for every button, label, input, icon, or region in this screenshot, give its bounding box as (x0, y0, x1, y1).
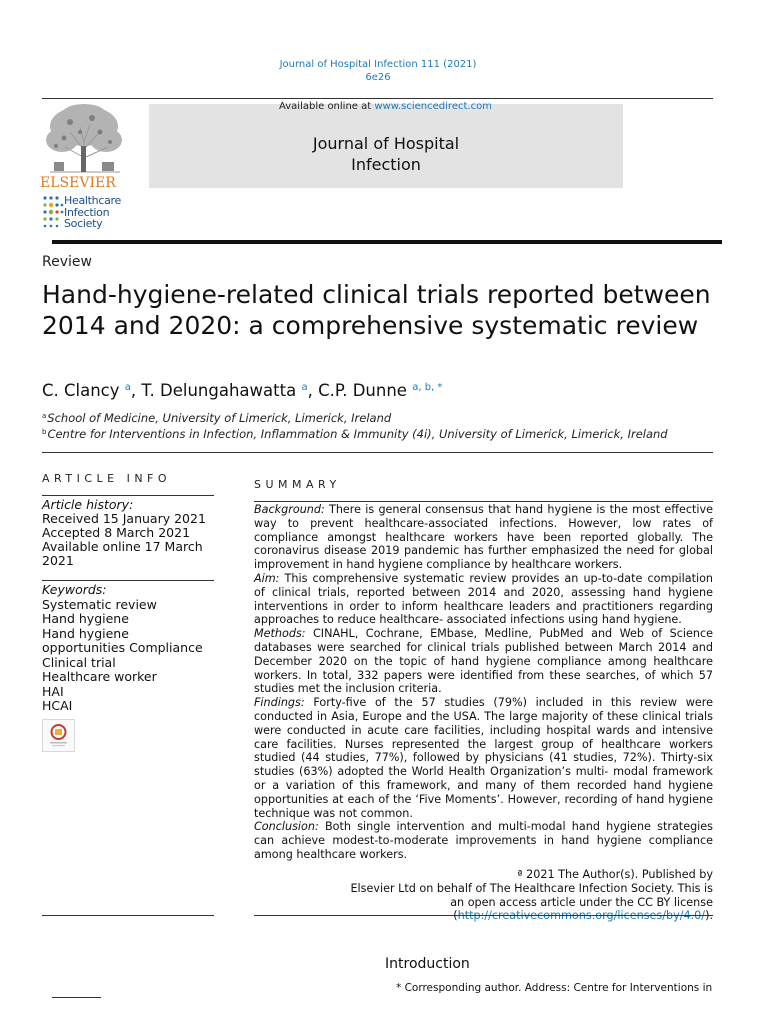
journal-name-line-1: Journal of Hospital (312, 134, 460, 153)
copyright-line-2: Elsevier Ltd on behalf of The Healthcare Infection Society. This is (350, 881, 713, 895)
article-info-rule (42, 495, 214, 496)
aim-label: Aim: (254, 571, 280, 585)
affiliation-rule (42, 452, 713, 453)
keyword: Hand hygiene (42, 611, 129, 626)
article-history (42, 498, 214, 568)
methods-label: Methods: (254, 627, 306, 641)
author-name: C.P. Dunne (318, 381, 407, 400)
affiliation-text: School of Medicine, University of Limerick, Limerick, Ireland (47, 411, 392, 425)
conclusion-text: Both single intervention and multi-modal hand hygiene strategies can achieve modest-to-moderate improvements in hand hygiene compliance among healthcare workers. (254, 820, 713, 861)
copyright-line-1: ª 2021 The Author(s). Published by (517, 868, 713, 881)
affiliation-a (42, 411, 391, 425)
sciencedirect-link[interactable]: www.sciencedirect.com (374, 101, 492, 112)
article-info-bottom-rule (42, 915, 214, 916)
journal-name (149, 133, 623, 175)
crossmark-badge-icon (43, 720, 74, 751)
accepted-date: Accepted 8 March 2021 (42, 525, 191, 540)
crossmark-icon[interactable] (42, 719, 75, 752)
received-date: Received 15 January 2021 (42, 511, 206, 526)
citation-line-2[interactable]: 6e26 (365, 72, 391, 83)
methods-text: CINAHL, Cochrane, EMbase, Medline, PubMed and Web of Science databases were searched for clinical trials published between March 2014 and December 2020 on the topic of hand hygiene compliance among healthcare workers. In total, 332 papers were identified from these searches, of which 57 studies met the inclusion criteria. (254, 627, 713, 696)
author-affiliation-link[interactable]: a, b, * (412, 382, 443, 393)
copyright-line-3: an open access article under the CC BY license (450, 895, 713, 909)
his-line-1: Healthcare (64, 194, 121, 207)
keywords-block (42, 583, 214, 714)
background-text: There is general consensus that hand hygiene is the most effective way to prevent healthcare-associated infections. However, low rates of compliance amongst healthcare workers have been reported globally. The coronavirus disease 2019 pandemic has further emphasized the need for global improvement in hand hygiene compliance by healthcare workers. (254, 503, 713, 572)
keyword: Systematic review (42, 596, 157, 612)
elsevier-wordmark: ELSEVIER (40, 175, 116, 191)
history-label: Article history: (42, 497, 134, 512)
citation-line-1[interactable]: Journal of Hospital Infection 111 (2021) (279, 59, 477, 70)
his-line-3: Society (64, 217, 103, 230)
available-online (279, 101, 492, 112)
summary-rule (254, 501, 713, 502)
his-dots-logo (42, 195, 64, 231)
author-name: C. Clancy (42, 381, 120, 400)
introduction-heading: Introduction (385, 956, 470, 972)
conclusion-label: Conclusion: (254, 820, 319, 834)
keyword: HAI (42, 683, 64, 699)
affiliation-mark: a (42, 412, 47, 420)
abstract-aim (254, 572, 713, 627)
header-bottom-rule (52, 240, 722, 244)
header-top-rule (42, 98, 713, 99)
aim-text: This comprehensive systematic review provides an up-to-date compilation of clinical trials, reported between 2014 and 2020, assessing hand hygiene interventions in order to inform healthcare leaders and practitioners regarding approaches to reduce healthcare- associated infections using hand hygiene. (254, 571, 713, 627)
background-label: Background: (254, 503, 325, 516)
journal-name-line-2: Infection (351, 155, 421, 174)
keyword: HCAI (42, 698, 73, 713)
abstract (254, 503, 713, 862)
author-list: C. Clancy $^a$, T. Delungahawatta $^a$, C.P. Dunne $^{a, b, *}$ (42, 381, 443, 400)
article-type: Review (42, 254, 92, 270)
elsevier-tree-logo (40, 102, 130, 174)
summary-bottom-rule (254, 915, 713, 916)
affiliation-mark: b (42, 428, 47, 436)
his-line-2: Infection (64, 205, 110, 219)
affiliation-text: Centre for Interventions in Infection, Inflammation & Immunity (4i), University of Limerick, Limerick, Ireland (47, 427, 668, 441)
author-affiliation-link[interactable]: a (124, 382, 131, 393)
affiliation-b (42, 427, 668, 441)
available-date: Available online 17 March 2021 (42, 539, 203, 568)
footnote-rule (52, 997, 101, 998)
abstract-conclusion (254, 820, 713, 861)
article-title: Hand-hygiene-related clinical trials reported between 2014 and 2020: a comprehensive systematic review (42, 280, 711, 340)
author-affiliation-link[interactable]: a (301, 382, 308, 393)
journal-citation[interactable] (0, 58, 756, 84)
keyword: Hand hygiene opportunities Compliance (42, 625, 203, 655)
his-logo-text (64, 195, 121, 230)
abstract-methods (254, 627, 713, 696)
abstract-findings (254, 696, 713, 820)
corresponding-author-footnote: * Corresponding author. Address: Centre for Interventions in (396, 982, 713, 994)
findings-label: Findings: (254, 696, 305, 710)
findings-text: Forty-five of the 57 studies (79%) included in this review were conducted in Asia, Europe and the USA. The large majority of these clinical trials were conducted in acute care facilities, including hospital wards and intensive care facilities. Nurses represented the largest group of healthcare workers studied (44 studies, 77%), followed by physicians (41 studies, 72%). Thirty-six studies (63%) adopted the World Health Organization’s multi- modal framework or a variation of this framework, and many of them recorded hand hygiene opportunities at each of the ‘Five Moments’. However, recording of hand hygiene technique was not common. (254, 696, 714, 820)
keywords-rule (42, 580, 214, 581)
available-prefix: Available online at (279, 101, 372, 112)
summary-heading: SUMMARY (254, 478, 341, 491)
author-name: T. Delungahawatta (141, 381, 297, 400)
article-info-heading: ARTICLE INFO (42, 472, 172, 485)
keywords-label: Keywords: (42, 582, 107, 597)
abstract-background (254, 503, 713, 572)
keyword: Clinical trial (42, 654, 116, 670)
license-line (254, 909, 713, 923)
keyword: Healthcare worker (42, 669, 157, 684)
